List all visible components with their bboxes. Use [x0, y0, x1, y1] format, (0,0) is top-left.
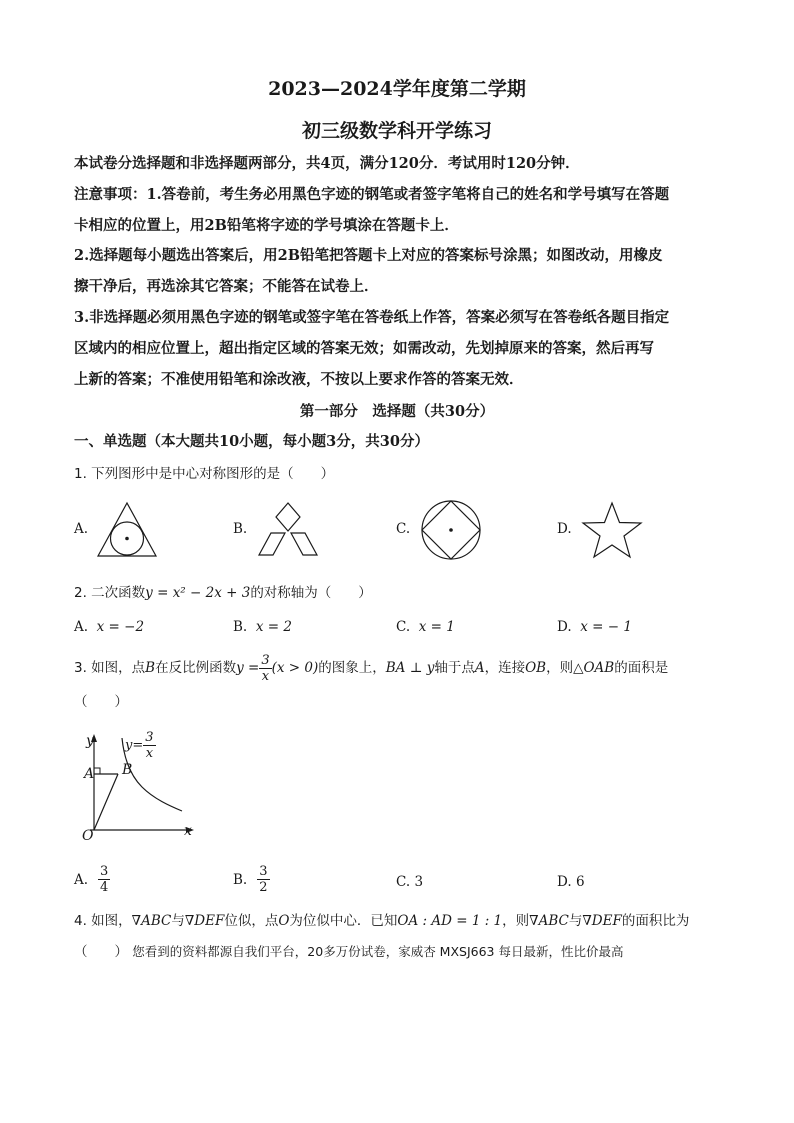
- page-subtitle: 初三级数学科开学练习: [301, 120, 492, 142]
- q4-stem-mid5: 与: [568, 913, 583, 929]
- q2-option-c[interactable]: [396, 619, 455, 635]
- q1-option-a-label: A.: [74, 521, 89, 537]
- note-line: 注意事项：1.答卷前，考生务必用黑色字迹的钢笔或者签字笔将自己的姓名和学号填写在答题: [74, 186, 670, 203]
- q2-option-d[interactable]: [557, 619, 632, 635]
- q3-option-b-fraction: [257, 864, 269, 895]
- q2-option-a[interactable]: [74, 619, 144, 635]
- q1-option-c-label: C.: [396, 521, 411, 537]
- q3-option-a-label: A.: [74, 871, 89, 888]
- question-4-stem: [74, 909, 689, 929]
- q3-option-b-num: 3: [259, 864, 268, 879]
- part-heading: 第一部分 选择题（共30分）: [299, 403, 495, 420]
- q3-triangle: △OAB: [573, 660, 615, 676]
- q3-stem-suffix: 的面积是: [614, 660, 669, 676]
- q4-stem-mid4: ，则: [502, 913, 530, 929]
- q3-seg-ob: OB: [525, 660, 547, 676]
- question-1-stem: 1. 下列图形中是中心对称图形的是（ ）: [74, 466, 335, 482]
- question-2-stem: [74, 581, 372, 601]
- q4-ratio: OA : AD = 1 : 1: [397, 913, 503, 929]
- q4-tri1: ∇ABC: [131, 913, 172, 929]
- q3-paren: （ ）: [74, 694, 128, 710]
- q2-option-c-value: x = 1: [418, 619, 455, 635]
- q3-fig-label-b: B: [122, 762, 133, 778]
- q3-func-den: x: [261, 668, 270, 684]
- q3-fig-curve-den: x: [145, 746, 154, 761]
- question-3-stem: [74, 652, 668, 684]
- q3-option-c-label: C.: [396, 874, 411, 890]
- q4-stem-mid3: 为位似中心．已知: [289, 913, 398, 929]
- q3-fig-curve-fraction: [143, 730, 155, 761]
- q2-option-a-label: A.: [74, 619, 89, 635]
- q3-option-c[interactable]: [396, 874, 423, 890]
- q2-formula: y = x² − 2x + 3: [145, 585, 251, 601]
- q3-stem-prefix: 3. 如图，点: [74, 660, 146, 676]
- q4-tri3: ∇ABC: [529, 913, 569, 929]
- q3-stem-mid1: 在反比例函数: [155, 660, 237, 676]
- q3-option-b-label: B.: [233, 871, 248, 888]
- q1-option-d-label: D.: [557, 521, 572, 537]
- q2-option-b[interactable]: [233, 619, 292, 635]
- q3-fig-label-y: y: [86, 733, 94, 749]
- page-title: 2023—2024学年度第二学期: [268, 78, 526, 100]
- q1-figure-c: [418, 497, 484, 563]
- note-line: 2.选择题每小题选出答案后，用2B铅笔把答题卡上对应的答案标号涂黑；如图改动，用橡皮: [74, 247, 663, 264]
- q3-option-a-fraction: [98, 864, 110, 895]
- q3-stem-mid4: ，连接: [484, 660, 526, 676]
- q3-stem-mid3: 轴于点: [434, 660, 475, 676]
- section-heading: 一、单选题（本大题共10小题，每小题3分，共30分）: [74, 433, 429, 450]
- q2-option-d-value: x = − 1: [580, 619, 632, 635]
- q4-tri4: ∇DEF: [582, 913, 622, 929]
- note-line: 上新的答案；不准使用铅笔和涂改液，不按以上要求作答的答案无效．: [74, 371, 524, 388]
- q2-option-b-label: B.: [233, 619, 248, 635]
- q2-option-d-label: D.: [557, 619, 572, 635]
- q3-fig-label-o: O: [82, 828, 94, 844]
- q3-fig-curve-num: 3: [145, 730, 154, 745]
- q1-option-b-label: B.: [233, 521, 248, 537]
- note-line: 区域内的相应位置上，超出指定区域的答案无效；如需改动，先划掉原来的答案，然后再写: [74, 340, 654, 357]
- q3-option-c-value: 3: [414, 874, 424, 890]
- note-line: 卡相应的位置上，用2B铅笔将字迹的学号填涂在答题卡上．: [74, 217, 459, 234]
- q2-stem-suffix: 的对称轴为（ ）: [250, 585, 372, 601]
- q3-option-a[interactable]: [74, 864, 110, 895]
- q3-perp: BA ⊥ y: [385, 660, 435, 676]
- q3-option-b[interactable]: [233, 864, 270, 895]
- q2-option-c-label: C.: [396, 619, 411, 635]
- q3-option-a-num: 3: [100, 864, 109, 879]
- q4-stem-mid1: 与: [171, 913, 185, 929]
- q4-tri2: ∇DEF: [184, 913, 225, 929]
- q3-stem-mid2: 的图象上，: [318, 660, 386, 676]
- q3-fig-label-x: x: [184, 823, 192, 839]
- q3-option-b-den: 2: [259, 880, 268, 895]
- q4-stem-prefix: 4. 如图，: [74, 913, 132, 929]
- q3-option-d-value: 6: [575, 874, 585, 890]
- q4-watermark: 您看到的资料都源自我们平台，20多万份试卷，家威杏 MXSJ663 每日最新，性比价最高: [132, 944, 624, 959]
- q3-fig-curve-label: [125, 730, 156, 761]
- q4-point-o: O: [278, 913, 290, 929]
- q2-option-b-value: x = 2: [255, 619, 292, 635]
- q3-func-num: 3: [261, 652, 270, 668]
- q3-point-a: A: [474, 660, 485, 676]
- q4-line2: [74, 940, 623, 960]
- note-line: 擦干净后，再选涂其它答案；不能答在试卷上．: [74, 278, 379, 295]
- note-line: 3.非选择题必须用黑色字迹的钢笔或签字笔在答卷纸上作答，答案必须写在答卷纸各题目指定: [74, 309, 670, 326]
- q1-figure-b: [256, 500, 320, 560]
- q3-func-domain: (x > 0): [271, 660, 319, 676]
- q3-option-d-label: D.: [557, 874, 572, 890]
- q2-option-a-value: x = −2: [96, 619, 145, 635]
- q2-stem-prefix: 2. 二次函数: [74, 585, 146, 601]
- instruction-line: 本试卷分选择题和非选择题两部分，共4页，满分120分．考试用时120分钟．: [74, 155, 580, 172]
- q3-stem-mid5: ，则: [546, 660, 574, 676]
- q4-stem-mid2: 位似，点: [224, 913, 279, 929]
- q4-stem-suffix: 的面积比为: [621, 913, 690, 929]
- q3-func-fraction: [259, 653, 271, 684]
- q3-fig-curve-y: y=: [125, 738, 144, 753]
- q1-figure-a: [95, 500, 159, 560]
- q3-func-y: y =: [236, 660, 260, 676]
- q4-paren: （ ）: [74, 944, 128, 960]
- q3-option-d[interactable]: [557, 874, 585, 890]
- q3-point-b: B: [145, 660, 156, 676]
- q3-fig-label-a: A: [84, 766, 95, 782]
- q3-option-a-den: 4: [100, 880, 109, 895]
- q1-figure-d: [580, 500, 644, 560]
